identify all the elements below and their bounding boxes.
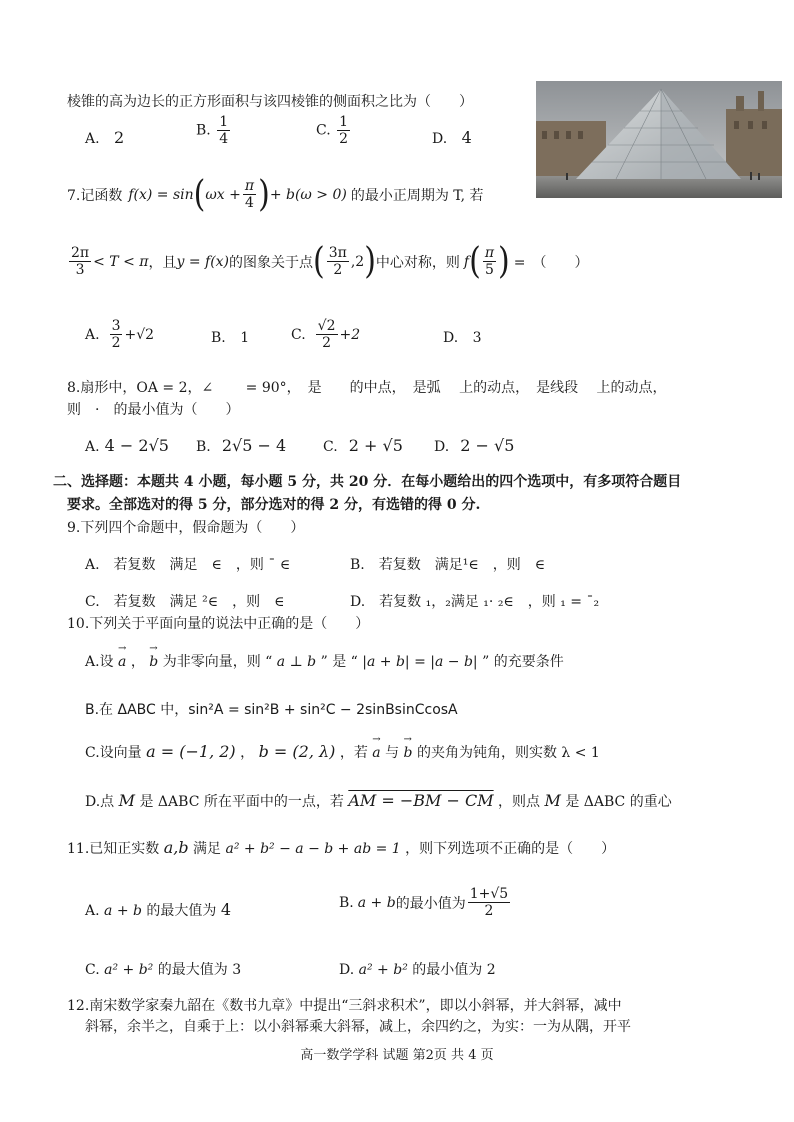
q10-option-b[interactable]: B.在 ΔABC 中，sin²A = sin²B + sin²C − 2sinBsinCcosA [85, 702, 458, 718]
q9-stem: 9.下列四个命题中，假命题为（ ） [67, 520, 305, 536]
q10-option-c[interactable]: C.设向量 a = (−1, 2) ， b = (2, λ) ，若 → a 与 → b 的夹角为钝角，则实数 λ < 1 [85, 742, 600, 762]
section2-instructions-line1: 二、选择题：本题共 4 小题，每小题 5 分，共 20 分．在每小题给出的四个选项中，有多项符合题目 [53, 474, 682, 490]
q6-option-b[interactable]: B. $\frac{1}{4}$ [196, 114, 229, 147]
pyramid-illustration [536, 81, 782, 198]
q12-stem-line2: 斜幂，余半之，自乘于上：以小斜幂乘大斜幂，减上，余四约之，为实：一为从隅，开平 [85, 1019, 631, 1035]
q10-option-a[interactable]: A.设 → a ， → b 为非零向量，则 “ a ⊥ b ” 是 “ |a + b| = |a − b| ” 的充要条件 [85, 651, 564, 671]
q9-option-a[interactable]: A. 若复数 满足 ∈ ，则 ¯ ∈ [85, 557, 291, 573]
q11-option-b[interactable]: B. a + b 的最小值为 $\frac{1+√5}{2}$ [339, 886, 509, 919]
q8-option-a[interactable]: A. 4 − 2√5 [85, 436, 169, 455]
q6-stem-tail: 棱锥的高为边长的正方形面积与该四棱锥的侧面积之比为（ ） [67, 94, 473, 110]
q6-option-d[interactable]: D. 4 [432, 128, 472, 147]
q7-stem-line1: 7.记函数 f(x) = sin ( ωx + $\frac{\pi}{4}$ ) + b(ω > 0) 的最小正周期为 T, 若 [67, 172, 484, 215]
section2-instructions-line2: 要求。全部选对的得 5 分，部分选对的得 2 分，有选错的得 0 分. [67, 497, 481, 513]
q7-option-b[interactable]: B. 1 [211, 330, 250, 346]
q9-option-d[interactable]: D. 若复数 ₁，₂满足 ₁· ₂∈ ，则 ₁ = ¯₂ [350, 594, 600, 610]
q7-stem-line2: $\frac{2\pi}{3}$ < T < π ，且 y = f(x) 的图象关于点 ( $\frac{3\pi}{2}$ ,2 ) 中心对称，则 f ( $\frac{\pi}{5}$ ) = （ ） [71, 239, 589, 282]
q10-option-d[interactable]: D.点 M 是 ΔABC 所在平面中的一点，若 AM = −BM − CM ，则点 M 是 ΔABC 的重心 [85, 791, 672, 810]
page-footer: 高一数学学科 试题 第2页 共 4 页 [300, 1048, 494, 1063]
q8-option-d[interactable]: D. 2 − √5 [434, 436, 515, 455]
q6-option-a[interactable]: A. 2 [85, 128, 125, 147]
q7-option-d[interactable]: D. 3 [443, 330, 482, 346]
fraction: $\frac{1}{2}$ [339, 114, 349, 147]
q8-stem-line2: 则 · 的最小值为（ ） [67, 402, 240, 418]
q8-option-b[interactable]: B. 2√5 − 4 [196, 436, 287, 455]
q7-option-a[interactable]: A. $\frac{3}{2}$ +√2 [85, 318, 155, 351]
q11-option-d[interactable]: D. a² + b² 的最小值为 2 [339, 962, 496, 978]
q8-stem-line1: 8.扇形中，OA = 2，∠ = 90°， 是 的中点， 是弧 上的动点， 是线段 上的动点， [67, 380, 667, 396]
q9-option-b[interactable]: B. 若复数 满足¹∈ ，则 ∈ [350, 557, 546, 573]
fraction: $\frac{1}{4}$ [219, 114, 229, 147]
q10-stem: 10.下列关于平面向量的说法中正确的是（ ） [67, 616, 370, 632]
q11-option-c[interactable]: C. a² + b² 的最大值为 3 [85, 962, 242, 978]
q11-stem: 11.已知正实数 a,b 满足 a² + b² − a − b + ab = 1 ，则下列选项不正确的是（ ） [67, 838, 616, 857]
louvre-pyramid-photo [536, 81, 782, 198]
q8-option-c[interactable]: C. 2 + √5 [323, 436, 403, 455]
q11-option-a[interactable]: A. a + b 的最大值为 4 [85, 900, 232, 919]
q6-option-c[interactable]: C. $\frac{1}{2}$ [316, 114, 349, 147]
q12-stem-line1: 12.南宋数学家秦九韶在《数书九章》中提出“三斜求积术”，即以小斜幂，并大斜幂，减中 [67, 998, 622, 1014]
q7-option-c[interactable]: C. $\frac{√2}{2}$ +2 [291, 318, 361, 351]
q9-option-c[interactable]: C. 若复数 满足 ²∈ ，则 ∈ [85, 594, 285, 610]
